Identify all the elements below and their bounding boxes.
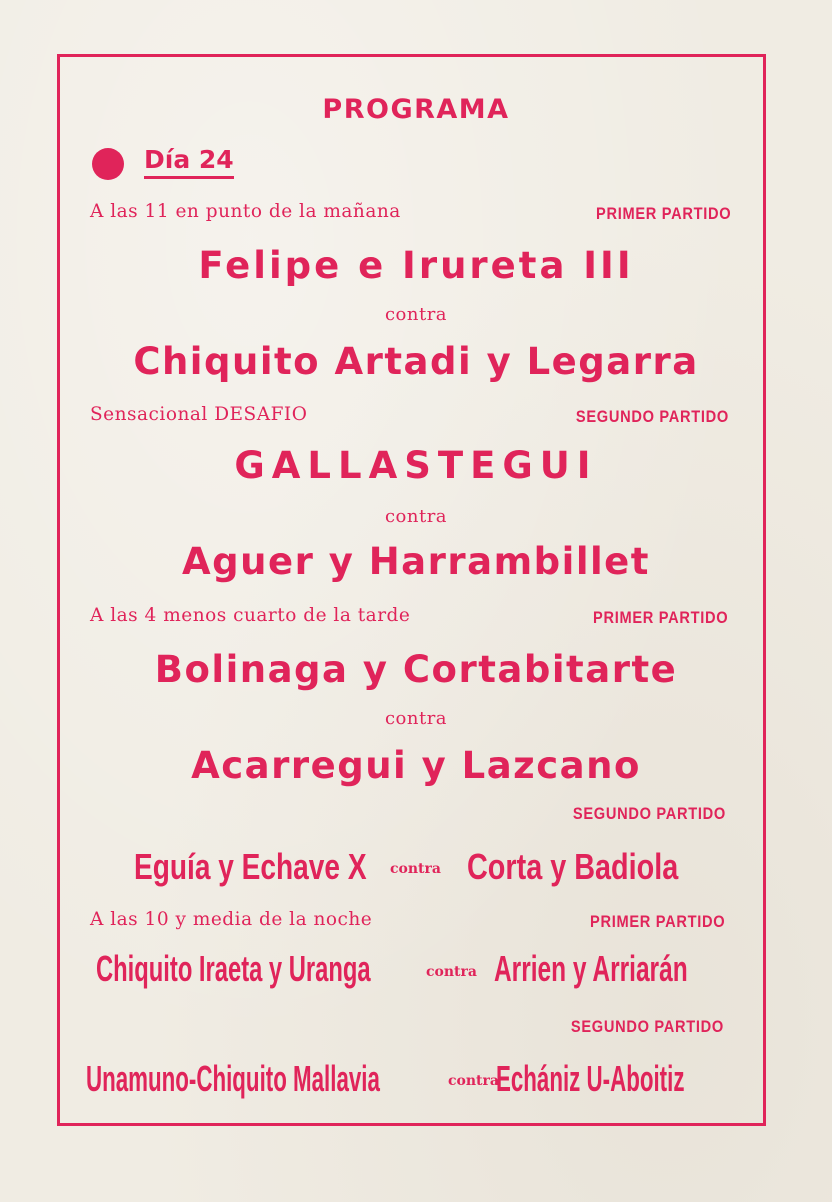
morning-desafio: Sensacional DESAFIO — [90, 404, 308, 425]
morning-second-match-label: SEGUNDO PARTIDO — [575, 407, 729, 426]
afternoon-second-versus: contra — [390, 861, 441, 877]
night-second-team-b: Echániz U-Aboitiz — [496, 1058, 685, 1099]
afternoon-first-versus: contra — [384, 708, 448, 729]
night-second-versus: contra — [448, 1073, 499, 1089]
night-time: A las 10 y media de la noche — [90, 909, 373, 930]
afternoon-second-team-a: Eguía y Echave X — [134, 846, 367, 887]
morning-second-team-b: Aguer y Harrambillet — [182, 540, 650, 583]
day-heading: Día 24 — [144, 145, 234, 179]
night-second-match-label: SEGUNDO PARTIDO — [570, 1017, 724, 1036]
night-first-versus: contra — [426, 964, 477, 980]
afternoon-first-team-a: Bolinaga y Cortabitarte — [154, 648, 678, 691]
night-first-match-label: PRIMER PARTIDO — [589, 912, 725, 931]
morning-second-versus: contra — [384, 506, 448, 527]
afternoon-second-match-label: SEGUNDO PARTIDO — [572, 804, 726, 823]
night-second-team-a: Unamuno-Chiquito Mallavia — [86, 1058, 380, 1099]
night-first-team-b: Arrien y Arriarán — [494, 948, 688, 989]
night-first-team-a: Chiquito Iraeta y Uranga — [96, 948, 371, 989]
afternoon-time: A las 4 menos cuarto de la tarde — [90, 605, 411, 626]
morning-first-team-a: Felipe e Irureta III — [198, 244, 634, 287]
program-title: PROGRAMA — [322, 94, 510, 125]
morning-first-team-b: Chiquito Artadi y Legarra — [133, 340, 699, 383]
afternoon-first-team-b: Acarregui y Lazcano — [191, 744, 641, 787]
afternoon-second-team-b: Corta y Badiola — [467, 846, 679, 887]
morning-first-versus: contra — [384, 304, 448, 325]
morning-first-match-label: PRIMER PARTIDO — [595, 204, 731, 223]
morning-second-team-a: GALLASTEGUI — [234, 444, 598, 487]
afternoon-first-match-label: PRIMER PARTIDO — [592, 608, 728, 627]
morning-time: A las 11 en punto de la mañana — [90, 201, 401, 222]
bullet-dot-icon — [92, 148, 124, 180]
